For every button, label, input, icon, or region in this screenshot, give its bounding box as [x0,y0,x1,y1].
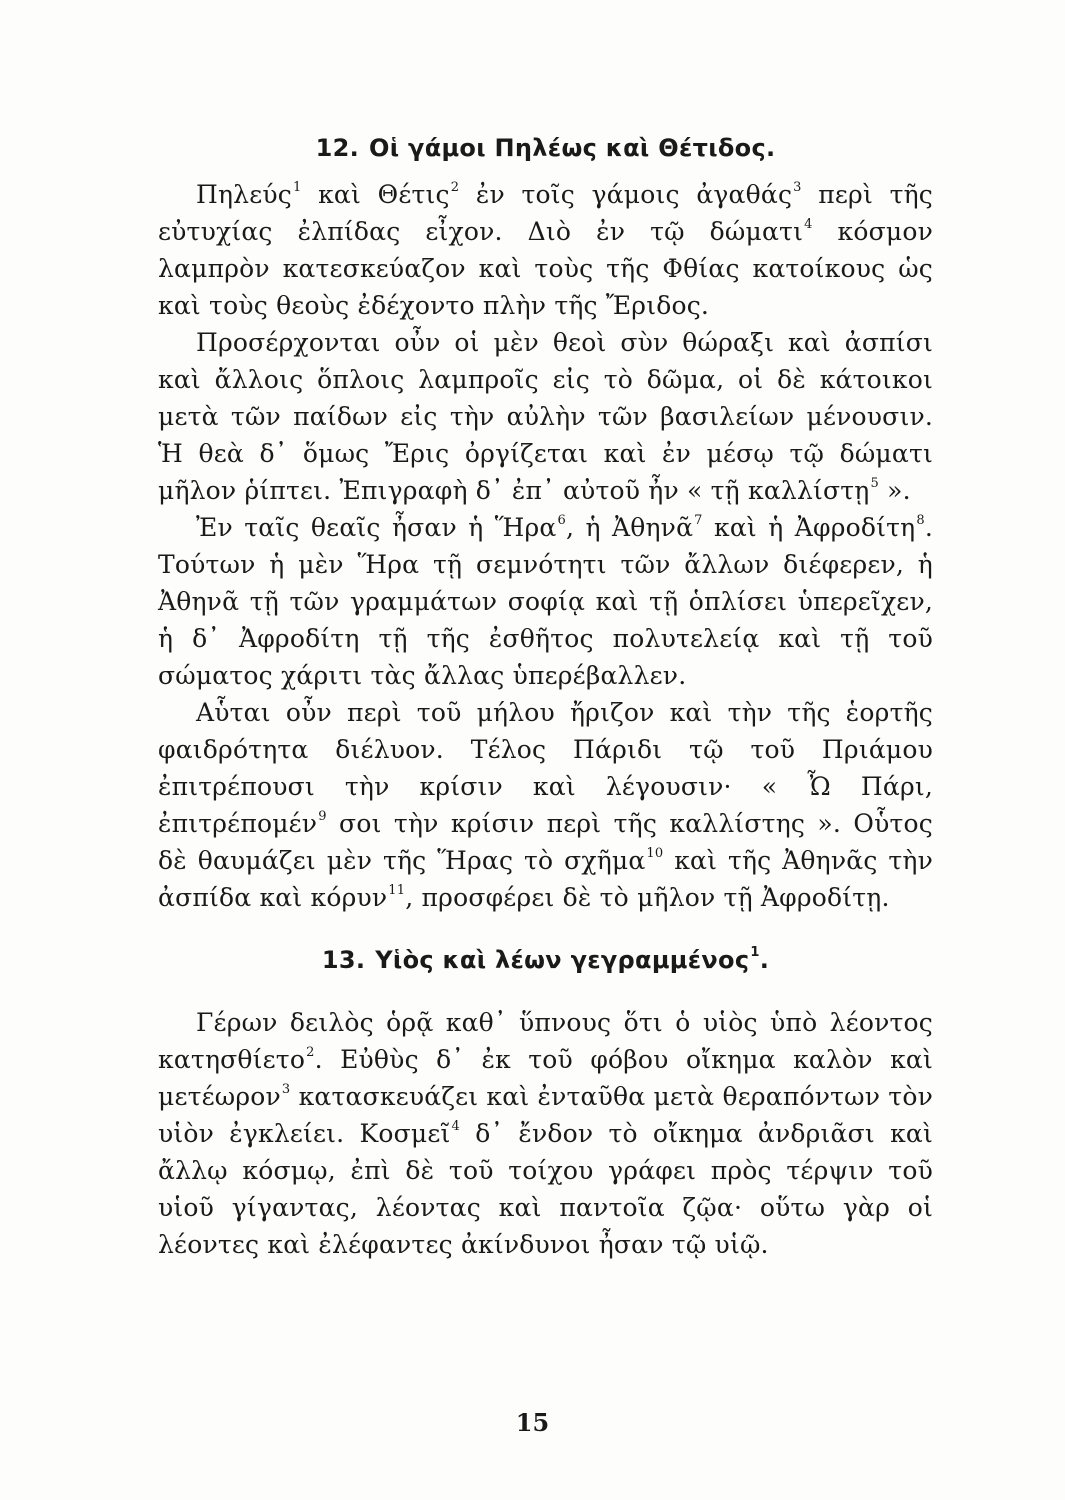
paragraph [158,694,933,916]
text-run: Πηλεύς [196,180,292,209]
footnote-marker: 6 [557,513,566,528]
text-run: Προσέρχονται οὖν οἱ μὲν θεοὶ σὺν θώραξι καὶ ἀσπίσι καὶ ἄλλοις ὅπλοις λαμπροῖς εἰς τὸ δῶμα, οἱ δὲ κάτοικοι μετὰ τῶν παίδων εἰς τὴν αὐλὴν τῶν βασιλείων μένουσιν. Ἡ θεὰ δ᾿ ὅμως Ἔρις ὀργίζεται καὶ ἐν μέσῳ τῷ δώματι μῆλον ῥίπτει. Ἐπιγραφὴ δ᾿ ἐπ᾿ αὐτοῦ ἦν « τῇ καλλίστῃ [158,328,933,505]
footnote-marker: 11 [388,883,406,898]
footnote-marker: 5 [870,476,879,491]
section-12-heading [158,134,933,162]
text-run: , ἡ Ἀθηνᾶ [565,513,694,542]
footnote-marker: 3 [793,180,802,195]
paragraph [158,176,933,324]
text-run: ἐν τοῖς γάμοις ἀγαθάς [459,180,793,209]
footnote-marker: 2 [450,180,460,195]
text-run: , προσφέρει δὲ τὸ μῆλον τῇ Ἀφροδίτῃ. [405,883,890,912]
section-number: 13. [321,946,366,974]
footnote-marker: 3 [281,1082,291,1097]
text-run: σοι τὴν κρίσιν περὶ τῆς καλλίστης ». Οὗτος δὲ θαυμάζει μὲν τῆς Ἥρας τὸ σχῆμα [158,809,933,875]
text-run: Γέρων δειλὸς ὁρᾷ καθ᾿ ὕπνους ὅτι ὁ υἱὸς ὑπὸ λέοντος κατησθίετο [158,1008,933,1074]
footnote-marker: 4 [804,217,813,232]
footnote-marker: 4 [451,1119,460,1134]
footnote-marker: 7 [694,513,703,528]
section-title-end: . [759,946,770,974]
paragraph [158,509,933,694]
text-run: ». [878,476,911,505]
text-run: δ᾿ ἔνδον τὸ οἴκημα ἀνδριᾶσι καὶ ἄλλῳ κόσμῳ, ἐπὶ δὲ τοῦ τοίχου γράφει πρὸς τέρψιν τοῦ υἱοῦ γίγαντας, λέοντας καὶ παντοῖα ζῷα· οὕτω γὰρ οἱ λέοντες καὶ ἐλέφαντες ἀκίνδυνοι ἦσαν τῷ υἱῷ. [158,1119,933,1259]
footnote-marker: 8 [916,513,925,528]
text-run: Ἐν ταῖς θεαῖς ἦσαν ἡ Ἥρα [196,513,557,542]
text-run: . Τούτων ἡ μὲν Ἥρα τῇ σεμνότητι τῶν ἄλλων διέφερεν, ἡ Ἀθηνᾶ τῇ τῶν γραμμάτων σοφίᾳ καὶ τῇ ὁπλίσει ὑπερεῖχεν, ἡ δ᾿ Ἀφροδίτη τῇ τῆς ἐσθῆτος πολυτελείᾳ καὶ τῇ τοῦ σώματος χάριτι τὰς ἄλλας ὑπερέβαλλεν. [158,513,933,690]
section-12-body [158,176,933,916]
text-run: καὶ τῆς Ἀθηνᾶς τὴν ἀσπίδα καὶ κόρυν [158,846,933,912]
footnote-marker: 1 [750,945,760,960]
document-page [158,112,933,1263]
section-13-heading [158,946,933,974]
page-number: 15 [515,1408,550,1437]
section-title: Οἱ γάμοι Πηλέως καὶ Θέτιδος. [369,134,776,162]
footnote-marker: 9 [318,809,327,824]
section-title: Υἱὸς καὶ λέων γεγραμμένος [375,946,750,974]
text-run: κατασκευάζει καὶ ἐνταῦθα μετὰ θεραπόντων τὸν υἱὸν ἐγκλείει. Κοσμεῖ [158,1082,933,1148]
text-run: κόσμον λαμπρὸν κατεσκεύαζον καὶ τοὺς τῆς Φθίας κατοίκους ὡς καὶ τοὺς θεοὺς ἐδέχοντο πλὴν τῆς Ἔριδος. [158,217,933,320]
footnote-marker: 10 [646,846,664,861]
footnote-marker: 1 [292,180,302,195]
paragraph [158,1004,933,1263]
text-run: καὶ Θέτις [301,180,450,209]
section-number: 12. [315,134,360,162]
footnote-marker: 2 [306,1045,315,1060]
text-run: Αὗται οὖν περὶ τοῦ μήλου ἤριζον καὶ τὴν τῆς ἑορτῆς φαιδρότητα διέλυον. Τέλος Πάριδι τῷ τοῦ Πριάμου ἐπιτρέπουσι τὴν κρίσιν καὶ λέγουσιν· « Ὦ Πάρι, ἐπιτρέπομέν [158,698,933,838]
text-run: περὶ τῆς εὐτυχίας ἐλπίδας εἶχον. Διὸ ἐν τῷ δώματι [158,180,933,246]
section-13-body [158,1004,933,1263]
paragraph [158,324,933,509]
text-run: . Εὐθὺς δ᾿ ἐκ τοῦ φόβου οἴκημα καλὸν καὶ μετέωρον [158,1045,933,1111]
text-run: καὶ ἡ Ἀφροδίτη [702,513,916,542]
